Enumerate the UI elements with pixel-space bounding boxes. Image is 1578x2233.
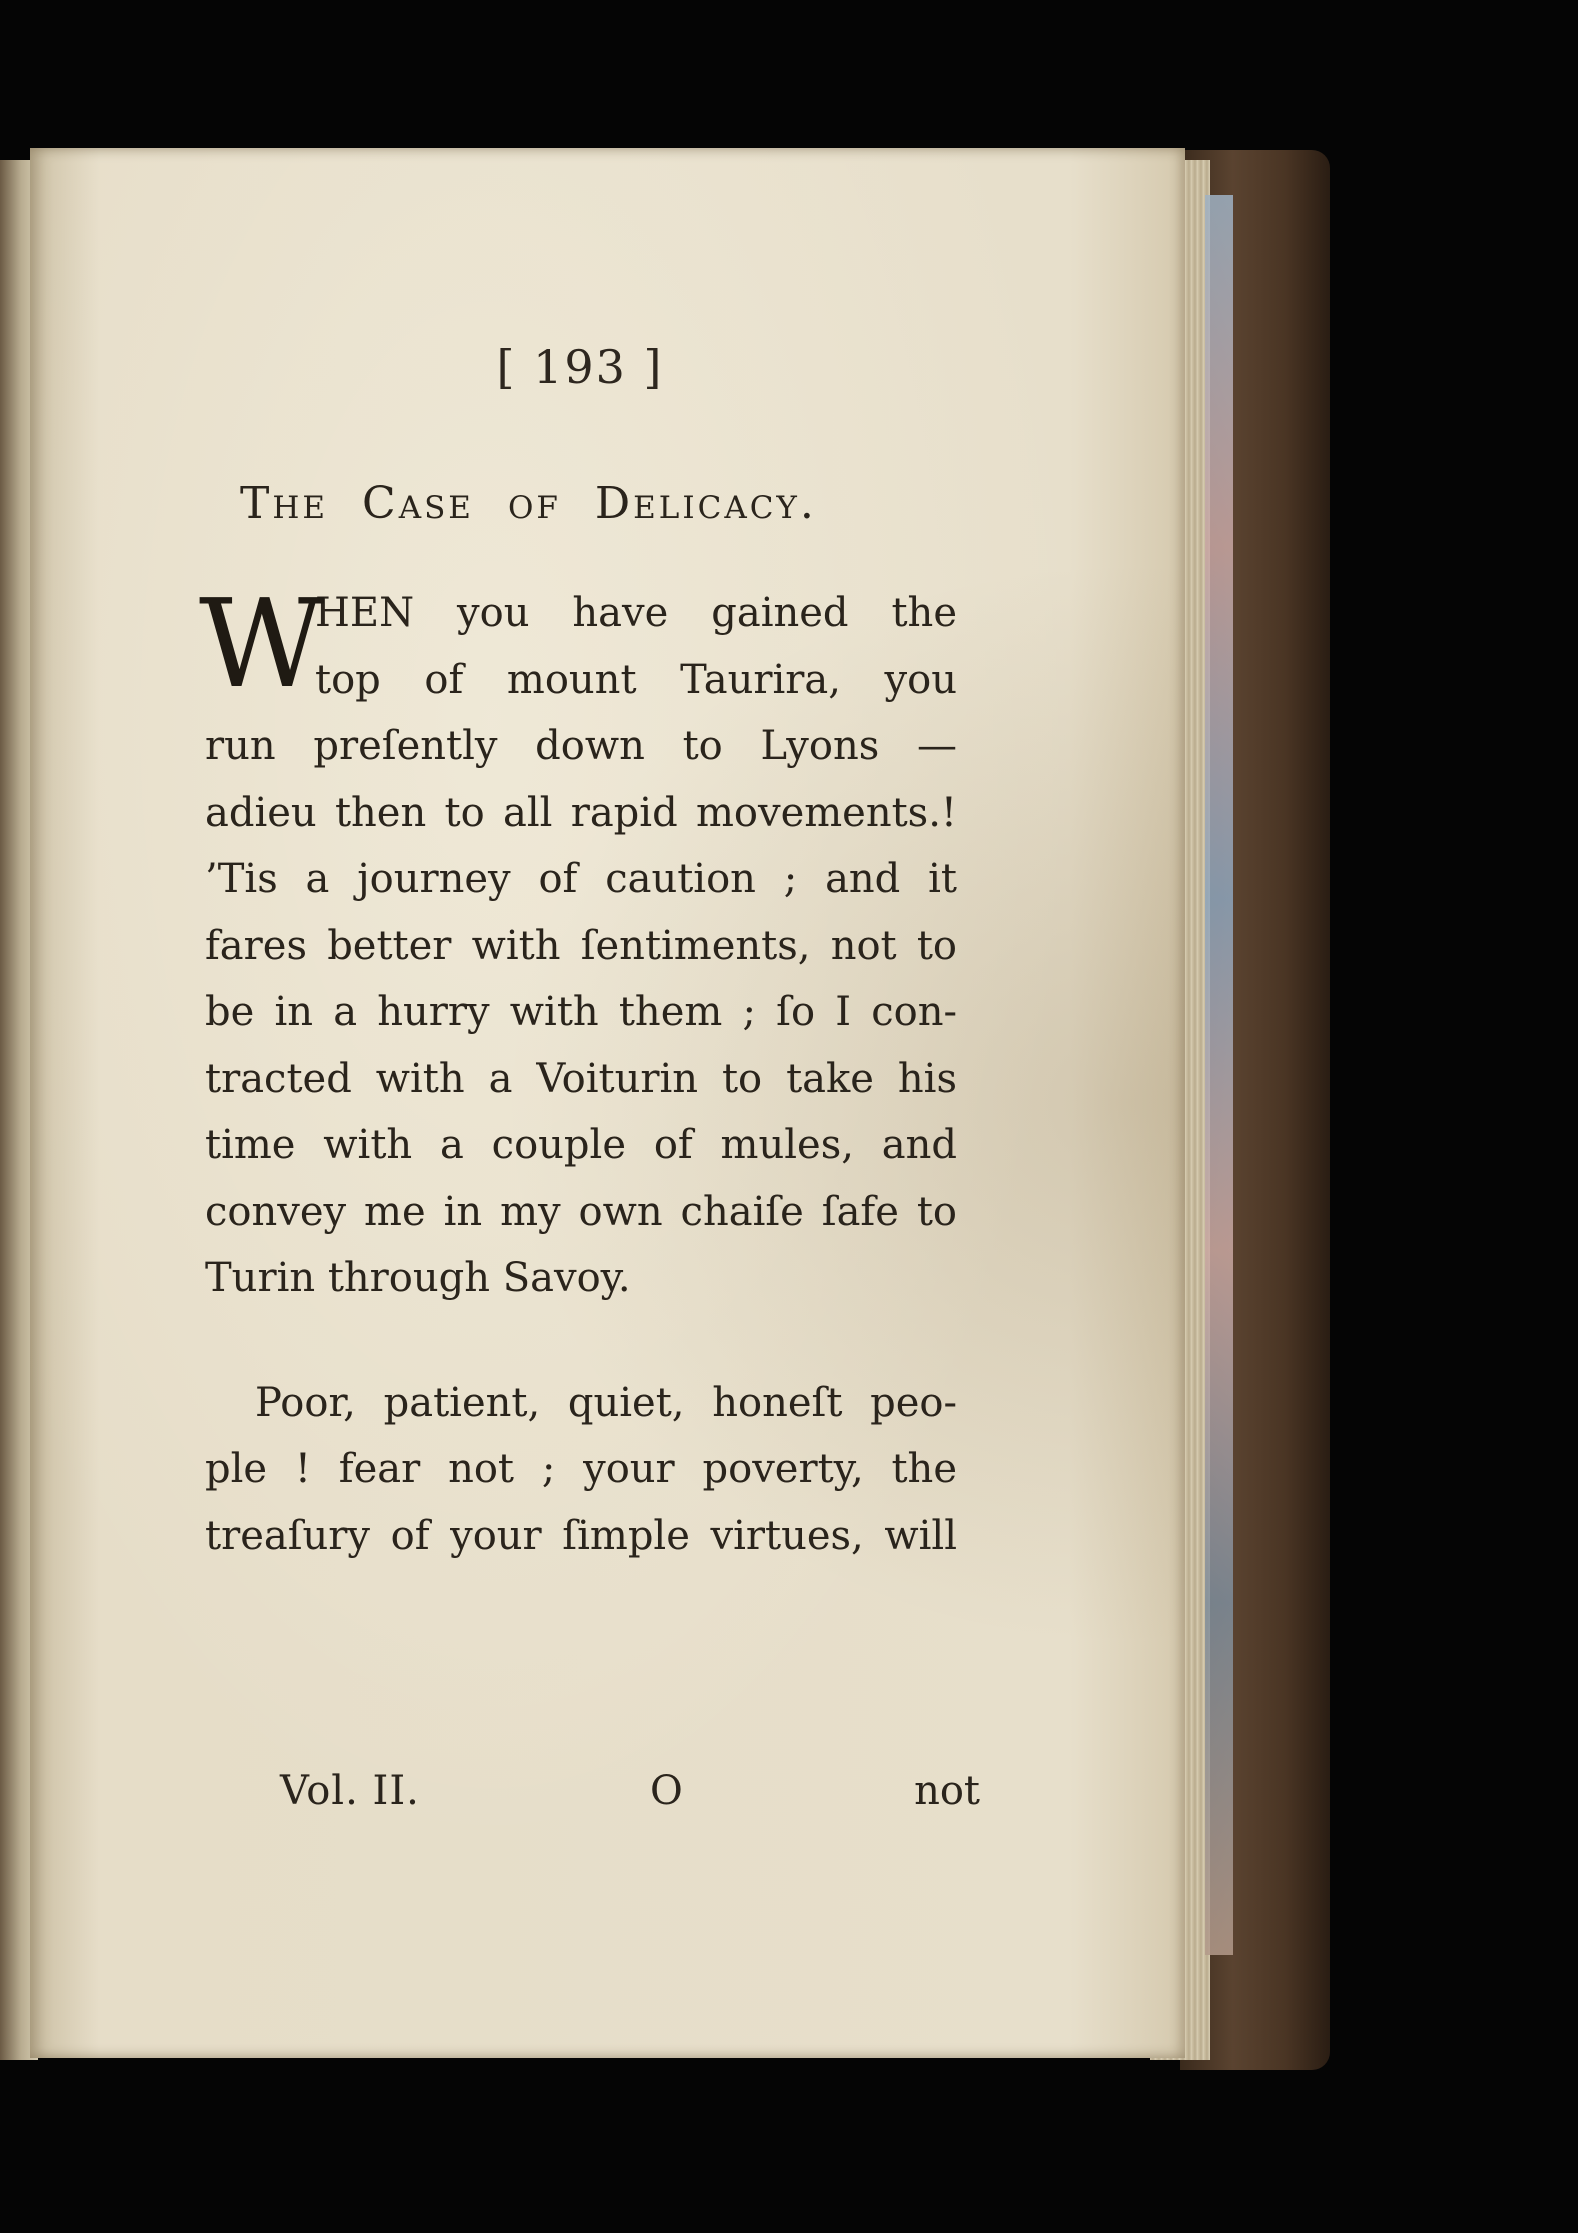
text-line: convey me in my own chaiſe ſafe to bbox=[205, 1188, 957, 1235]
text-line: treaſury of your ſimple virtues, will bbox=[205, 1512, 957, 1559]
text-line: HEN you have gained the bbox=[315, 590, 957, 636]
title-rest: ase bbox=[398, 478, 474, 529]
text-line: be in a hurry with them ; ſo I con- bbox=[205, 989, 957, 1035]
text-line: ’Tis a journey of caution ; and it bbox=[205, 856, 957, 902]
title-rest: elicacy. bbox=[633, 478, 817, 529]
title-word: of bbox=[507, 478, 561, 529]
text-line: time with a couple of mules, and bbox=[205, 1122, 957, 1168]
paragraph-1 bbox=[199, 573, 957, 1312]
page-number: [ 193 ] bbox=[496, 340, 664, 394]
chapter-title bbox=[240, 478, 817, 529]
marbled-endpaper bbox=[1205, 195, 1233, 1955]
text-line: ple ! fear not ; your poverty, the bbox=[205, 1446, 957, 1492]
catchword: not bbox=[914, 1768, 980, 1814]
body-text bbox=[199, 573, 957, 1569]
text-line: fares better with ſentiments, not to bbox=[205, 922, 957, 969]
text-line: run preſently down to Lyons — bbox=[205, 723, 957, 769]
title-rest: he bbox=[272, 478, 329, 529]
drop-cap: W bbox=[199, 573, 325, 715]
text-line: Poor, patient, quiet, honeſt peo- bbox=[255, 1379, 957, 1426]
text-line: top of mount Taurira, you bbox=[315, 656, 957, 703]
paragraph-2 bbox=[205, 1370, 957, 1570]
signature-mark: O bbox=[650, 1768, 683, 1814]
title-initial: C bbox=[362, 478, 399, 529]
text-line: tracted with a Voiturin to take his bbox=[205, 1055, 957, 1102]
text-line: Turin through Savoy. bbox=[205, 1255, 631, 1301]
book-page bbox=[30, 148, 1185, 2058]
text-line: adieu then to all rapid movements.! bbox=[205, 789, 957, 836]
volume-label: Vol. II. bbox=[280, 1768, 420, 1814]
title-initial: D bbox=[594, 478, 634, 529]
title-initial: T bbox=[240, 478, 273, 529]
